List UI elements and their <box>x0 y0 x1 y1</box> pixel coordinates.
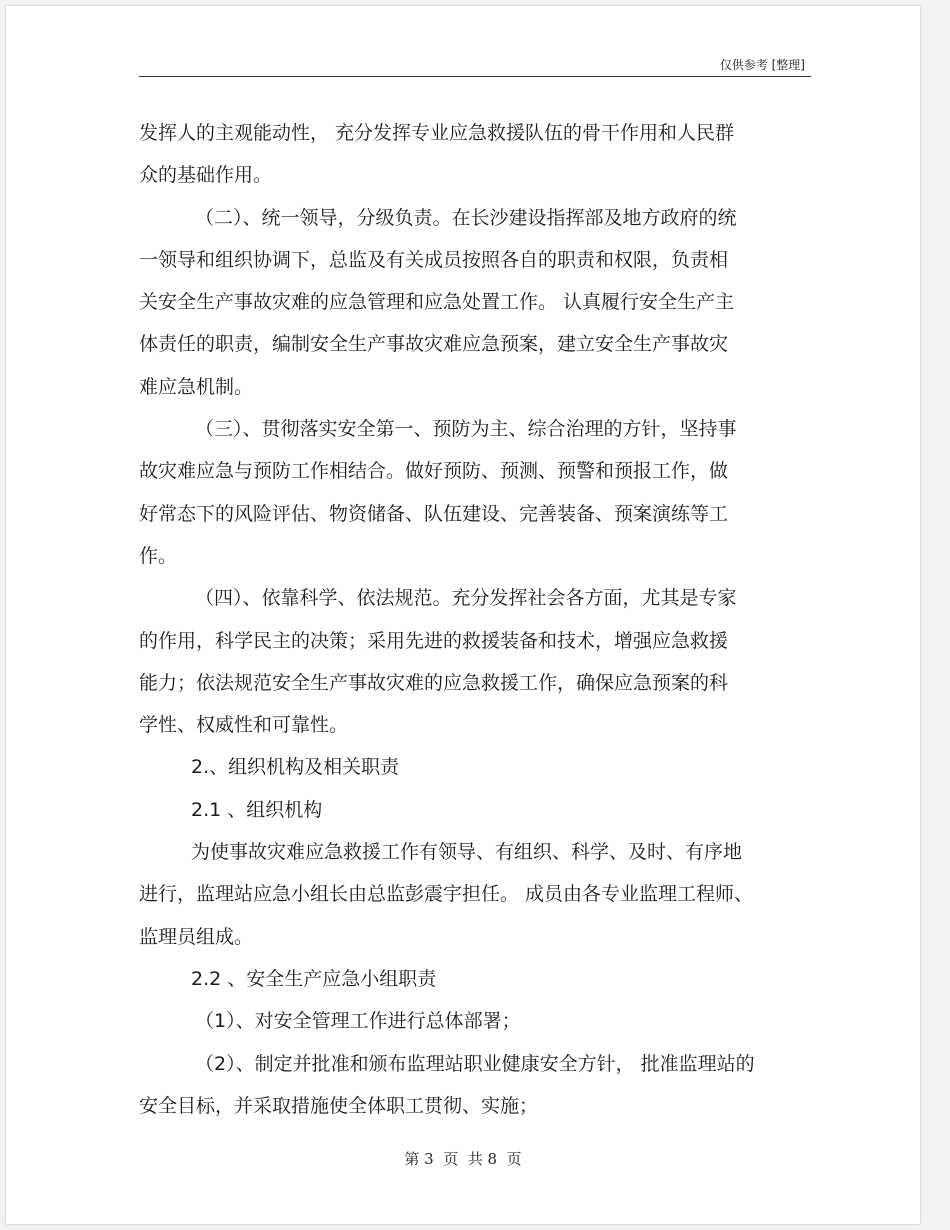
text-line: 的作用，科学民主的决策；采用先进的救援装备和技术，增强应急救援 <box>139 629 729 652</box>
text-line: 作。 <box>139 544 178 567</box>
text-line: 体责任的职责，编制安全生产事故灾难应急预案，建立安全生产事故灾 <box>139 333 729 356</box>
text-line: 能力；依法规范安全生产事故灾难的应急救援工作，确保应急预案的科 <box>139 671 729 694</box>
text-line: （三）、贯彻落实安全第一、预防为主、综合治理的方针，坚持事 <box>195 418 737 441</box>
text-line: 好常态下的风险评估、物资储备、队伍建设、完善装备、预案演练等工 <box>139 502 729 525</box>
text-line: （四）、依靠科学、依法规范。充分发挥社会各方面，尤其是专家 <box>195 587 737 610</box>
text-line: 学性、权威性和可靠性。 <box>139 714 349 737</box>
text-line: 监理员组成。 <box>139 925 254 948</box>
text-line: 2.1 、组织机构 <box>191 798 323 821</box>
header-divider <box>139 76 811 77</box>
document-page <box>6 6 920 1224</box>
text-line: 2.2 、安全生产应急小组职责 <box>191 967 437 990</box>
text-line: 进行，监理站应急小组长由总监彭震宇担任。 成员由各专业监理工程师、 <box>139 883 754 906</box>
text-line: 安全目标，并采取措施使全体职工贯彻、实施； <box>139 1094 539 1117</box>
text-line: 为使事故灾难应急救援工作有领导、有组织、科学、及时、有序地 <box>191 841 743 864</box>
text-line: 难应急机制。 <box>139 375 254 398</box>
page-footer: 第 3 页 共 8 页 <box>404 1150 522 1168</box>
text-line: （二）、统一领导，分级负责。在长沙建设指挥部及地方政府的统 <box>195 206 737 229</box>
text-line: 2.、组织机构及相关职责 <box>191 756 400 779</box>
page-header: 仅供参考 [整理] <box>719 58 805 72</box>
text-line: （1）、对安全管理工作进行总体部署； <box>195 1010 521 1033</box>
text-line: （2）、制定并批准和颁布监理站职业健康安全方针， 批准监理站的 <box>195 1052 755 1075</box>
document-body <box>139 112 819 1127</box>
text-line: 关安全生产事故灾难的应急管理和应急处置工作。 认真履行安全生产主 <box>139 291 735 314</box>
text-line: 发挥人的主观能动性， 充分发挥专业应急救援队伍的骨干作用和人民群 <box>139 122 735 144</box>
text-line: 一领导和组织协调下，总监及有关成员按照各自的职责和权限，负责相 <box>139 248 729 271</box>
text-line: 众的基础作用。 <box>139 164 273 187</box>
text-line: 故灾难应急与预防工作相结合。做好预防、预测、预警和预报工作，做 <box>139 460 729 483</box>
